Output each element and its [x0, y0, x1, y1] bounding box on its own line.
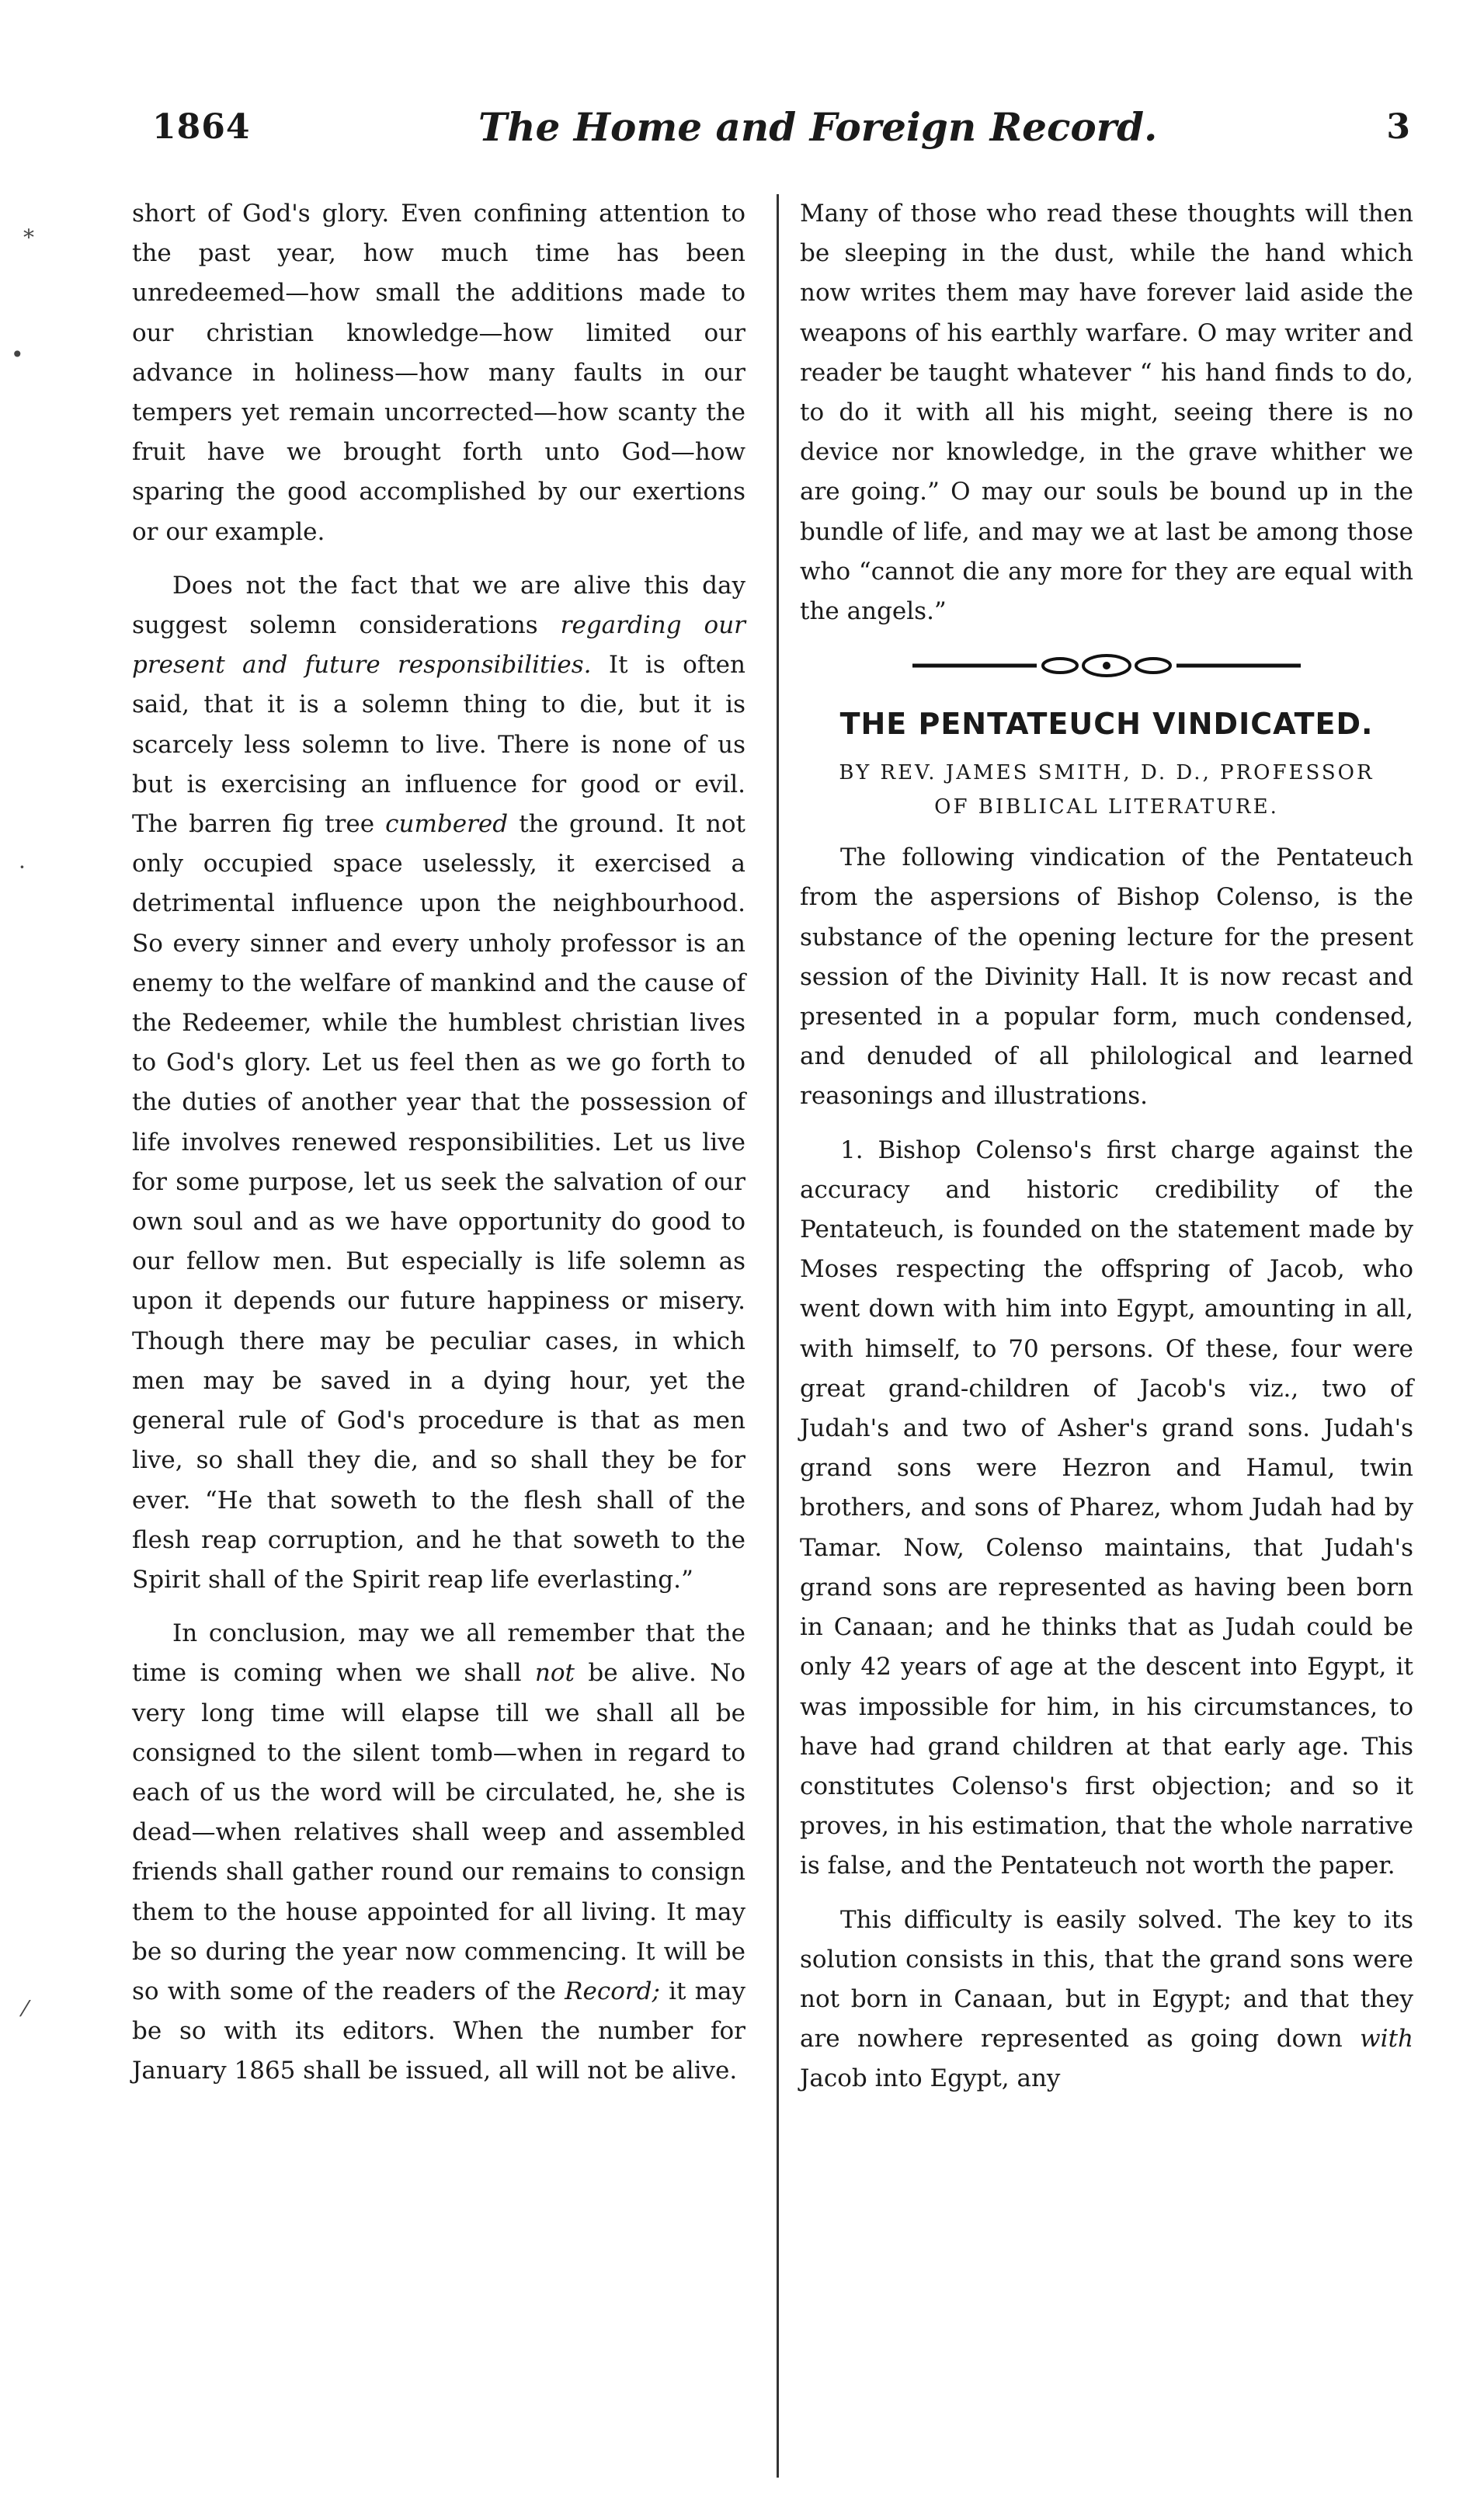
- left-column: [132, 194, 745, 2106]
- running-head: [152, 104, 1410, 169]
- text-run: be alive. No very long time will elapse till we shall all be consigned to the silent tomb—when in regard to each of us the word will be circulated, he, she is dead—when relatives shall weep and assembled friends shall gather round our remains to consign them to the house appointed for all living. It may be so during the year now commencing. It will be so with some of the readers of the: [132, 1659, 745, 2005]
- italic-run: cumbered: [385, 810, 509, 839]
- text-run: the ground. It not only occupied space uselessly, it exercised a detrimental influence upon the neighbourhood. So every sinner and every unholy professor is an enemy to the welfare of mankind and the cause of the Redeemer, while the humblest christian lives to God's glory. Let us feel then as we go forth to the duties of another year that the possession of life involves renewed responsibilities. Let us live for some purpose, let us seek the salvation of our own soul and as we have opportunity do good to our fellow men. But especially is life solemn as upon it depends our future happiness or misery. Though there may be peculiar cases, in which men may be saved in a dying hour, yet the general rule of God's procedure is that as men live, so shall they die, and so shall they be for ever. “He that soweth to the flesh shall of the flesh reap corruption, and he that soweth to the Spirit shall of the Spirit reap life everlasting.”: [132, 810, 745, 1594]
- byline-line: OF BIBLICAL LITERATURE.: [934, 795, 1279, 819]
- right-column: [800, 194, 1413, 2113]
- text-run: This difficulty is easily solved. The key to its solution consists in this, that the grand sons were not born in Canaan, but in Egypt; and that they are nowhere represented as going down: [800, 1905, 1413, 2054]
- italic-run: not: [534, 1659, 575, 1688]
- paragraph: [132, 1614, 745, 2091]
- paragraph: Many of those who read these thoughts will then be sleeping in the dust, while the hand which now writes them may have forever laid aside the weapons of his earthly warfare. O may writer and reader be taught whatever “ his hand finds to do, to do it with all his might, seeing there is no device nor knowledge, in the grave whither we are going.” O may our souls be bound up in the bundle of life, and may we at last be among those who “cannot die any more for they are equal with the angels.”: [800, 200, 1413, 626]
- text-run: it may be so with its editors. When the number for January 1865 shall be issued, all will not be alive.: [132, 1977, 745, 2085]
- text-run: Jacob into Egypt, any: [800, 2064, 1061, 2093]
- paragraph: [800, 1901, 1413, 2099]
- text-run: Does not the fact that we are alive this day suggest solemn considerations: [132, 571, 745, 640]
- paragraph: 1. Bishop Colenso's first charge against the accuracy and historic credibility of the Pentateuch, is founded on the statement made by Moses respecting the offspring of Jacob, who went down with him into Egypt, amounting in all, with himself, to 70 persons. Of these, four were great grand-children of Jacob's viz., two of Judah's and two of Asher's grand sons. Judah's grand sons were Hezron and Hamul, twin brothers, and sons of Pharez, whom Judah had by Tamar. Now, Colenso maintains, that Judah's grand sons are represented as having been born in Canaan; and he thinks that as Judah could be only 42 years of age at the descent into Egypt, it was impossible for him, in his circumstances, to have had grand children at that early age. This constitutes Colenso's first objection; and so it proves, in his estimation, that the whole narrative is false, and the Pentateuch not worth the paper.: [800, 1135, 1413, 1880]
- margin-mark: ⁎: [23, 217, 34, 243]
- byline: [800, 756, 1413, 824]
- header-year: 1864: [152, 107, 251, 147]
- text-run: In conclusion, may we all remember that the time is coming when we shall: [132, 1619, 745, 1688]
- paragraph: [132, 566, 745, 1600]
- paragraph: The following vindication of the Pentateuch from the aspersions of Bishop Colenso, is the substance of the opening lecture for the present session of the Divinity Hall. It is now recast and presented in a popular form, much condensed, and denuded of all philological and learned reasonings and illustrations.: [800, 843, 1413, 1111]
- journal-title: The Home and Foreign Record.: [478, 104, 1158, 150]
- column-divider: [777, 194, 779, 2478]
- margin-mark: ·: [19, 854, 26, 880]
- ornament-divider: [905, 650, 1308, 681]
- margin-mark: ⁄: [23, 1996, 27, 2022]
- margin-mark: •: [11, 342, 24, 367]
- italic-run: Record;: [565, 1977, 660, 2005]
- text-run: It is often said, that it is a solemn thing to die, but it is scarcely less solemn to live. There is none of us but is exercising an influence for good or evil. The barren fig tree: [132, 651, 745, 839]
- byline-line: BY REV. JAMES SMITH, D. D., PROFESSOR: [839, 761, 1375, 785]
- paragraph: short of God's glory. Even confining attention to the past year, how much time has been unredeemed—how small the additions made to our christian knowledge—how limited our advance in holiness—how many faults in our tempers yet remain uncorrected—how scanty the fruit have we brought forth unto God—how sparing the good accomplished by our exertions or our example.: [132, 200, 745, 546]
- left-margin-marks: [0, 0, 85, 2504]
- italic-run: with: [1360, 2025, 1413, 2054]
- article-title: THE PENTATEUCH VINDICATED.: [839, 707, 1374, 742]
- page-number: 3: [1386, 107, 1410, 147]
- italic-run: regarding our present and future responsibilities.: [132, 611, 745, 680]
